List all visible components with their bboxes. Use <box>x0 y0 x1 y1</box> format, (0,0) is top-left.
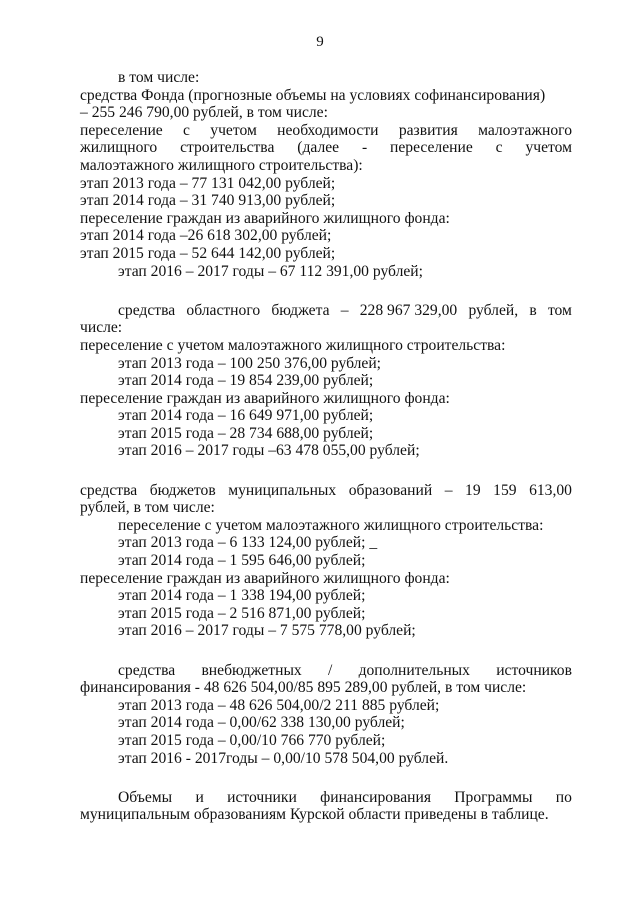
word: бюджета <box>271 301 330 319</box>
justified-line <box>80 302 572 320</box>
text-line: переселение с учетом малоэтажного жилищного строительства: <box>80 336 506 354</box>
word: 19 <box>465 481 481 499</box>
word: по <box>555 788 572 806</box>
text-line: числе: <box>80 319 123 337</box>
word: переселение <box>80 121 163 139</box>
page-content <box>80 69 572 824</box>
spacer <box>80 767 572 785</box>
spacer <box>80 280 572 298</box>
text-line: этап 2014 года – 0,00/62 338 130,00 рублей; <box>118 714 405 732</box>
text-line: этап 2016 – 2017 годы – 67 112 391,00 рублей; <box>118 262 423 280</box>
justified-line <box>80 122 572 140</box>
word: дополнительных <box>358 661 470 679</box>
text-line: рублей, в том числе: <box>80 499 215 517</box>
word: / <box>327 661 333 679</box>
text-line: этап 2013 года – 6 133 124,00 рублей; _ <box>118 534 378 552</box>
text-line: этап 2016 - 2017годы – 0,00/10 578 504,00 рублей. <box>118 749 449 767</box>
text-line: этап 2014 года –26 618 302,00 рублей; <box>80 227 332 245</box>
text-line: этап 2015 года – 2 516 871,00 рублей; <box>118 604 366 622</box>
word: Объемы <box>118 788 173 806</box>
word: Программы <box>454 788 533 806</box>
word: необходимости <box>277 121 379 139</box>
word: муниципальных <box>228 481 337 499</box>
text-line: переселение граждан из аварийного жилищного фонда: <box>80 389 450 407</box>
word: (далее <box>297 139 340 157</box>
justified-line <box>80 662 572 680</box>
text-line: – 255 246 790,00 рублей, в том числе: <box>80 104 328 122</box>
text-line: этап 2013 года – 77 131 042,00 рублей; <box>80 174 336 192</box>
word: средства <box>80 481 138 499</box>
word: – <box>340 301 349 319</box>
word: развития <box>398 121 458 139</box>
text-line: малоэтажного жилищного строительства): <box>80 156 363 174</box>
text-line: финансирования - 48 626 504,00/85 895 289,00 рублей, в том числе: <box>80 679 527 697</box>
word: областного <box>186 301 261 319</box>
justified-line <box>80 139 572 157</box>
text-line: переселение с учетом малоэтажного жилищного строительства: <box>118 516 544 534</box>
word: учетом <box>525 139 572 157</box>
word: рублей, <box>468 301 519 319</box>
text-line: этап 2015 года – 52 644 142,00 рублей; <box>80 244 336 262</box>
text-line: этап 2014 года – 1 338 194,00 рублей; <box>118 587 366 605</box>
word: в <box>529 301 537 319</box>
word: строительства <box>180 139 275 157</box>
text-line: этап 2014 года – 1 595 646,00 рублей; <box>118 552 366 570</box>
word: 159 <box>493 481 517 499</box>
text-line: муниципальным образованиям Курской области приведены в таблице. <box>80 806 549 824</box>
word: с <box>183 121 190 139</box>
text-line: переселение граждан из аварийного жилищного фонда: <box>80 209 450 227</box>
word: том <box>547 301 572 319</box>
text-line: этап 2016 – 2017 годы – 7 575 778,00 рублей; <box>118 622 416 640</box>
text-line: переселение граждан из аварийного жилищного фонда: <box>80 569 450 587</box>
word: малоэтажного <box>478 121 572 139</box>
page-number: 9 <box>316 34 324 50</box>
text-line: этап 2014 года – 16 649 971,00 рублей; <box>118 407 374 425</box>
word: средства <box>118 301 176 319</box>
text-line: средства Фонда (прогнозные объемы на условиях софинансирования) <box>80 86 546 104</box>
text-line: этап 2013 года – 48 626 504,00/2 211 885 рублей; <box>118 696 440 714</box>
spacer <box>80 640 572 658</box>
text-line: этап 2014 года – 19 854 239,00 рублей; <box>118 372 374 390</box>
word: с <box>495 139 503 157</box>
word: – <box>444 481 453 499</box>
word: учетом <box>210 121 257 139</box>
word: источники <box>227 788 297 806</box>
text-line: этап 2015 года – 0,00/10 766 770 рублей; <box>118 731 386 749</box>
text-line: этап 2014 года – 31 740 913,00 рублей; <box>80 192 336 210</box>
word: 228 967 329,00 <box>359 301 458 319</box>
text-line: в том числе: <box>118 69 200 86</box>
word: и <box>195 788 204 806</box>
text-line: этап 2013 года – 100 250 376,00 рублей; <box>118 354 382 372</box>
word: жилищного <box>80 139 158 157</box>
justified-line <box>80 482 572 500</box>
word: - <box>361 139 368 157</box>
justified-line <box>80 789 572 807</box>
word: бюджетов <box>149 481 216 499</box>
word: 613,00 <box>529 481 572 499</box>
word: образований <box>348 481 433 499</box>
text-line: этап 2015 года – 28 734 688,00 рублей; <box>118 424 374 442</box>
spacer <box>80 460 572 478</box>
word: переселение <box>390 139 473 157</box>
text-line: этап 2016 – 2017 годы –63 478 055,00 рублей; <box>118 442 420 460</box>
word: средства <box>118 661 176 679</box>
word: источников <box>496 661 572 679</box>
word: финансирования <box>320 788 431 806</box>
word: внебюджетных <box>201 661 302 679</box>
